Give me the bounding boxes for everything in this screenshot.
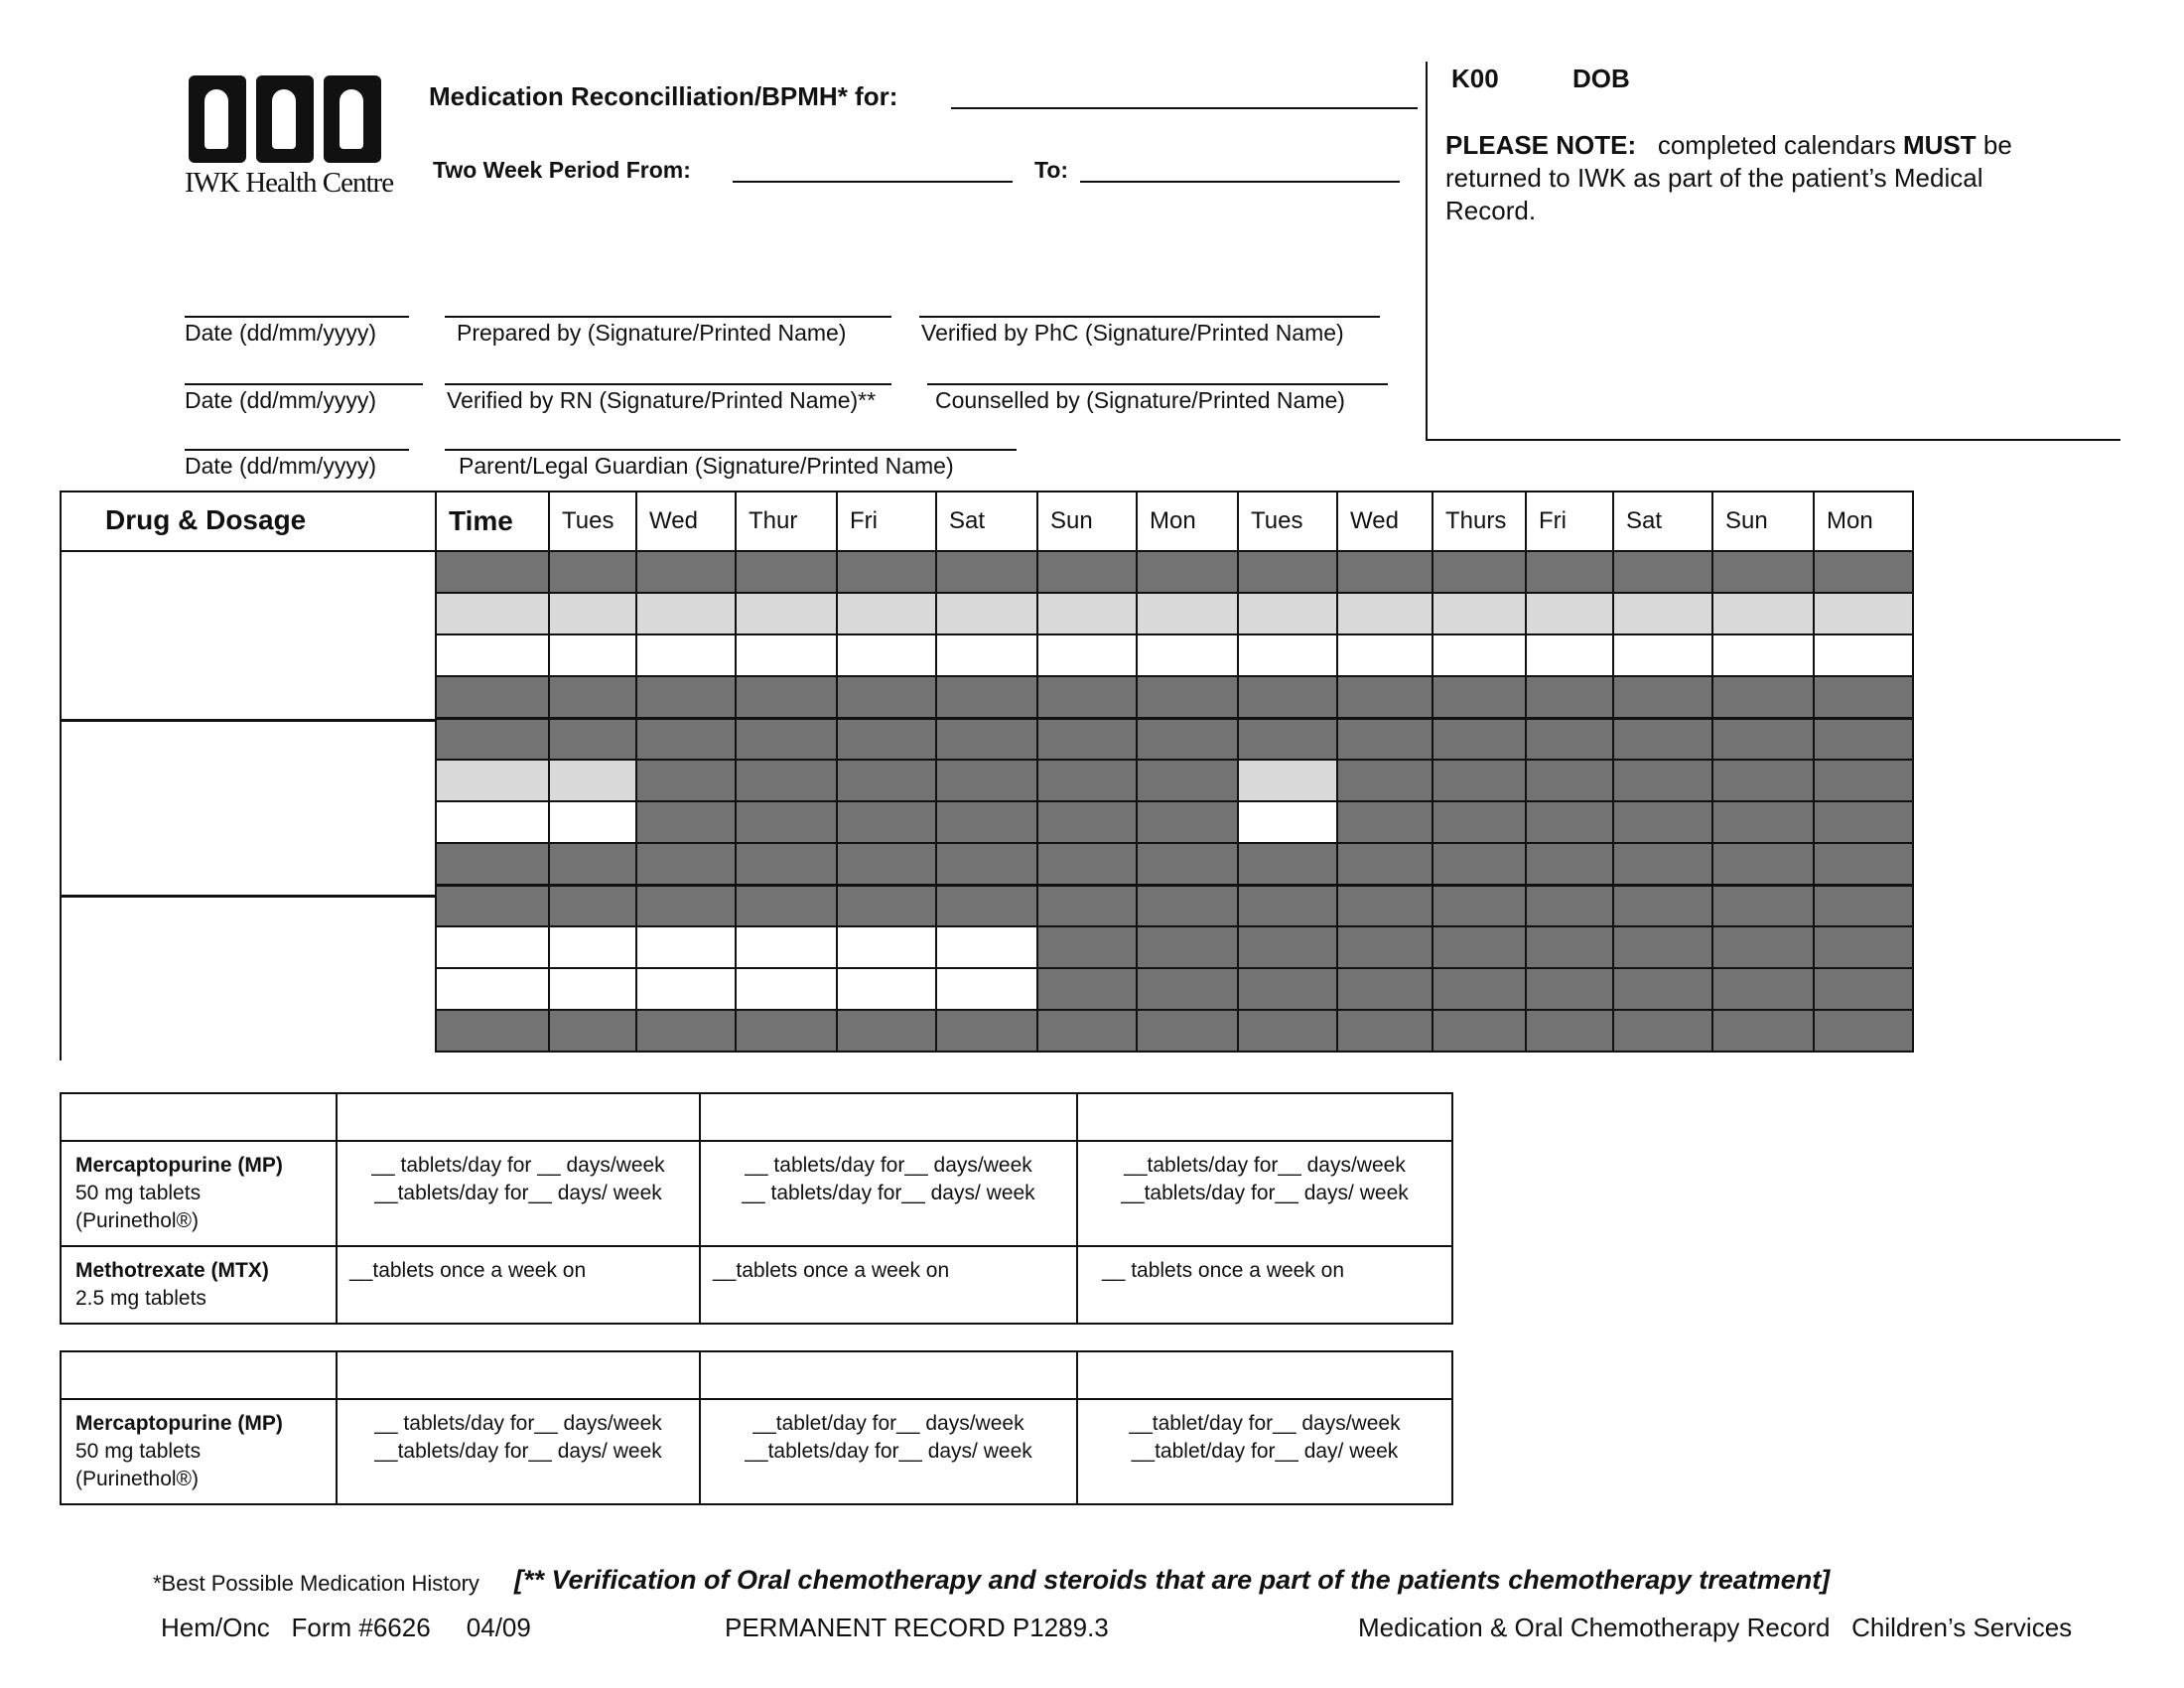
calendar-cell — [549, 843, 636, 885]
calendar-cell[interactable] — [436, 593, 549, 634]
calendar-cell — [1613, 801, 1712, 843]
table-row — [61, 1141, 1452, 1246]
calendar-cell — [636, 551, 736, 593]
day-header: Tues — [1238, 492, 1337, 551]
calendar-cell — [1433, 968, 1526, 1010]
date-label-2: Date (dd/mm/yyyy) — [185, 387, 376, 413]
calendar-cell — [1238, 885, 1337, 926]
calendar-cell — [1814, 885, 1913, 926]
date-label-1: Date (dd/mm/yyyy) — [185, 320, 376, 346]
prepared-by-field[interactable] — [445, 316, 891, 318]
calendar-cell[interactable] — [1526, 593, 1613, 634]
logo-name: IWK Health Centre — [185, 167, 394, 199]
calendar-cell — [1337, 926, 1433, 968]
day-header: Sat — [936, 492, 1037, 551]
table-row — [436, 634, 1913, 676]
dose-table-2-header-cell[interactable] — [1077, 1351, 1452, 1399]
calendar-cell — [1712, 1010, 1814, 1052]
permanent-record: PERMANENT RECORD P1289.3 — [725, 1613, 1109, 1642]
calendar-cell — [1137, 968, 1238, 1010]
calendar-cell — [1137, 885, 1238, 926]
calendar-cell — [736, 843, 837, 885]
guardian-label: Parent/Legal Guardian (Signature/Printed Name) — [459, 453, 954, 479]
calendar-cell — [1613, 885, 1712, 926]
calendar-cell — [936, 676, 1037, 718]
dose-table-2 — [60, 1350, 1453, 1505]
patient-info-box-bottom — [1426, 439, 2120, 441]
table-row — [61, 1399, 1452, 1504]
calendar-cell — [837, 1010, 936, 1052]
calendar-cell — [549, 551, 636, 593]
calendar-cell — [936, 885, 1037, 926]
calendar-cell — [1137, 676, 1238, 718]
calendar-cell — [1613, 718, 1712, 760]
medication-calendar — [435, 491, 1914, 1053]
date-field-2[interactable] — [185, 383, 423, 385]
calendar-cell — [1037, 843, 1137, 885]
calendar-cell — [636, 676, 736, 718]
date-field-1[interactable] — [185, 316, 409, 318]
calendar-cell — [1238, 968, 1337, 1010]
calendar-cell[interactable] — [1526, 634, 1613, 676]
calendar-cell — [1613, 926, 1712, 968]
calendar-cell[interactable] — [1337, 634, 1433, 676]
calendar-cell — [436, 551, 549, 593]
calendar-cell — [1613, 676, 1712, 718]
please-note-text-2: be — [1982, 130, 2012, 160]
table-row — [436, 718, 1913, 760]
dose-cell[interactable]: __tablets once a week on — [700, 1246, 1077, 1324]
calendar-cell[interactable] — [636, 634, 736, 676]
calendar-cell[interactable] — [549, 926, 636, 968]
verified-phc-label: Verified by PhC (Signature/Printed Name) — [921, 320, 1344, 346]
date-label-3: Date (dd/mm/yyyy) — [185, 453, 376, 479]
calendar-cell[interactable] — [1137, 634, 1238, 676]
calendar-cell — [1613, 1010, 1712, 1052]
calendar-cell — [1337, 843, 1433, 885]
calendar-cell — [1814, 676, 1913, 718]
calendar-cell — [936, 551, 1037, 593]
calendar-cell — [1037, 551, 1137, 593]
calendar-cell — [1613, 760, 1712, 801]
form-title: Medication Reconcilliation/BPMH* for: — [429, 81, 898, 111]
day-header: Sun — [1712, 492, 1814, 551]
verified-phc-field[interactable] — [919, 316, 1380, 318]
calendar-cell[interactable] — [837, 926, 936, 968]
please-note-label: PLEASE NOTE: — [1445, 130, 1637, 160]
calendar-cell[interactable] — [549, 634, 636, 676]
calendar-cell — [1712, 718, 1814, 760]
table-row — [436, 593, 1913, 634]
calendar-cell — [1337, 760, 1433, 801]
drug-cell: Mercaptopurine (MP) 50 mg tablets (Purinethol®) — [61, 1141, 337, 1246]
calendar-cell — [1137, 843, 1238, 885]
dose-table-2-header-cell[interactable] — [700, 1351, 1077, 1399]
calendar-cell — [1433, 718, 1526, 760]
calendar-cell — [1037, 968, 1137, 1010]
calendar-cell — [1712, 968, 1814, 1010]
calendar-cell — [1433, 885, 1526, 926]
calendar-cell — [736, 801, 837, 843]
calendar-cell — [1337, 676, 1433, 718]
calendar-cell[interactable] — [736, 634, 837, 676]
drug-dosage-header: Drug & Dosage — [105, 504, 307, 535]
calendar-cell — [1238, 676, 1337, 718]
calendar-cell — [1526, 1010, 1613, 1052]
calendar-cell — [1814, 1010, 1913, 1052]
calendar-cell — [736, 676, 837, 718]
calendar-cell — [1238, 551, 1337, 593]
calendar-cell[interactable] — [1613, 593, 1712, 634]
calendar-cell — [1037, 760, 1137, 801]
calendar-cell — [549, 885, 636, 926]
calendar-cell — [1337, 801, 1433, 843]
bpmh-note: *Best Possible Medication History — [153, 1571, 479, 1596]
calendar-cell — [1137, 1010, 1238, 1052]
table-row — [436, 676, 1913, 718]
counselled-by-field[interactable] — [927, 383, 1388, 385]
calendar-cell[interactable] — [1037, 634, 1137, 676]
verified-rn-field[interactable] — [445, 383, 891, 385]
dose-cell[interactable]: __tablet/day for__ days/week __tablets/day for__ days/ week — [700, 1399, 1077, 1504]
calendar-cell — [936, 801, 1037, 843]
calendar-cell — [936, 1010, 1037, 1052]
calendar-cell — [636, 843, 736, 885]
calendar-cell — [837, 760, 936, 801]
day-header: Thurs — [1433, 492, 1526, 551]
calendar-cell — [1814, 926, 1913, 968]
dob-label: DOB — [1572, 64, 1630, 93]
please-note — [1445, 129, 2120, 227]
calendar-cell — [936, 843, 1037, 885]
calendar-cell — [736, 551, 837, 593]
calendar-cell[interactable] — [1238, 634, 1337, 676]
table-row — [436, 885, 1913, 926]
day-header: Thur — [736, 492, 837, 551]
calendar-cell[interactable] — [837, 968, 936, 1010]
calendar-cell — [1814, 801, 1913, 843]
day-header: Mon — [1814, 492, 1913, 551]
calendar-cell — [436, 718, 549, 760]
period-from-label: Two Week Period From: — [433, 157, 691, 183]
dose-table-1-header-cell[interactable] — [337, 1093, 700, 1141]
calendar-cell — [1337, 1010, 1433, 1052]
calendar-cell — [1037, 926, 1137, 968]
dose-cell[interactable]: __ tablets once a week on — [1077, 1246, 1452, 1324]
drug-entry-3[interactable] — [60, 898, 435, 1060]
iwk-logo — [185, 75, 393, 199]
calendar-cell — [1137, 926, 1238, 968]
calendar-cell — [436, 885, 549, 926]
calendar-cell[interactable] — [936, 634, 1037, 676]
calendar-cell — [1433, 551, 1526, 593]
calendar-cell — [549, 1010, 636, 1052]
table-row — [61, 1246, 1452, 1324]
drug-entry-2[interactable] — [60, 722, 435, 898]
date-field-3[interactable] — [185, 449, 409, 451]
calendar-cell — [1814, 968, 1913, 1010]
calendar-cell — [837, 885, 936, 926]
calendar-cell[interactable] — [1433, 593, 1526, 634]
day-header: Wed — [1337, 492, 1433, 551]
counselled-by-label: Counselled by (Signature/Printed Name) — [935, 387, 1345, 413]
calendar-cell — [1037, 1010, 1137, 1052]
day-header: Mon — [1137, 492, 1238, 551]
calendar-cell — [636, 885, 736, 926]
calendar-cell — [1526, 551, 1613, 593]
time-header: Time — [436, 492, 549, 551]
calendar-cell — [436, 676, 549, 718]
k-number-label: K00 — [1451, 64, 1499, 93]
drug-entry-1[interactable] — [60, 548, 435, 722]
calendar-cell[interactable] — [837, 634, 936, 676]
calendar-cell — [1137, 551, 1238, 593]
table-row — [436, 760, 1913, 801]
calendar-cell[interactable] — [1238, 593, 1337, 634]
calendar-cell[interactable] — [1238, 760, 1337, 801]
calendar-cell — [1712, 676, 1814, 718]
table-row — [436, 926, 1913, 968]
calendar-cell — [1526, 801, 1613, 843]
dose-table-1 — [60, 1092, 1453, 1325]
calendar-cell — [1526, 760, 1613, 801]
calendar-cell[interactable] — [436, 926, 549, 968]
calendar-cell — [1712, 843, 1814, 885]
calendar-cell — [1238, 843, 1337, 885]
day-header: Sun — [1037, 492, 1137, 551]
calendar-cell — [1037, 801, 1137, 843]
calendar-cell — [837, 843, 936, 885]
calendar-cell — [1337, 551, 1433, 593]
calendar-cell — [1433, 843, 1526, 885]
calendar-cell — [837, 676, 936, 718]
calendar-cell — [636, 760, 736, 801]
dose-cell[interactable]: __tablets/day for__ days/week __tablets/day for__ days/ week — [1077, 1141, 1452, 1246]
calendar-cell[interactable] — [636, 593, 736, 634]
calendar-cell[interactable] — [436, 634, 549, 676]
calendar-cell — [736, 760, 837, 801]
period-to-field[interactable] — [1080, 181, 1400, 183]
calendar-cell[interactable] — [1613, 634, 1712, 676]
calendar-cell[interactable] — [1712, 593, 1814, 634]
calendar-cell — [736, 1010, 837, 1052]
calendar-cell — [936, 760, 1037, 801]
table-row — [436, 843, 1913, 885]
calendar-cell — [1433, 676, 1526, 718]
calendar-cell — [1238, 718, 1337, 760]
calendar-cell[interactable] — [1814, 634, 1913, 676]
calendar-cell — [1137, 718, 1238, 760]
calendar-cell[interactable] — [736, 593, 837, 634]
day-header: Fri — [1526, 492, 1613, 551]
drug-cell: Methotrexate (MTX) 2.5 mg tablets — [61, 1246, 337, 1324]
table-row — [436, 801, 1913, 843]
calendar-cell — [1613, 551, 1712, 593]
calendar-cell — [636, 718, 736, 760]
calendar-cell — [636, 1010, 736, 1052]
dose-cell[interactable]: __ tablets/day for__ days/week __ tablets/day for__ days/ week — [700, 1141, 1077, 1246]
calendar-cell — [736, 885, 837, 926]
calendar-cell[interactable] — [636, 926, 736, 968]
calendar-cell[interactable] — [736, 926, 837, 968]
prepared-by-label: Prepared by (Signature/Printed Name) — [457, 320, 847, 346]
calendar-cell — [1526, 926, 1613, 968]
period-from-field[interactable] — [733, 181, 1013, 183]
calendar-cell — [1814, 843, 1913, 885]
calendar-cell[interactable] — [1433, 634, 1526, 676]
calendar-cell — [837, 718, 936, 760]
day-header: Sat — [1613, 492, 1712, 551]
calendar-cell — [1712, 885, 1814, 926]
calendar-cell — [1433, 760, 1526, 801]
calendar-cell — [1712, 926, 1814, 968]
calendar-cell[interactable] — [549, 760, 636, 801]
calendar-cell — [1526, 676, 1613, 718]
calendar-cell — [436, 843, 549, 885]
patient-info-box-border — [1426, 62, 1428, 439]
calendar-cell — [1526, 843, 1613, 885]
calendar-cell — [1037, 718, 1137, 760]
calendar-cell — [436, 1010, 549, 1052]
calendar-cell[interactable] — [936, 593, 1037, 634]
calendar-cell[interactable] — [1037, 593, 1137, 634]
drug-cell: Mercaptopurine (MP) 50 mg tablets (Purinethol®) — [61, 1399, 337, 1504]
dose-cell[interactable]: __ tablets/day for__ days/week __tablets/day for__ days/ week — [337, 1399, 700, 1504]
period-to-label: To: — [1034, 157, 1069, 183]
please-note-line-3: Record. — [1445, 196, 1537, 225]
calendar-cell[interactable] — [1337, 593, 1433, 634]
drug-dosage-column — [60, 491, 435, 1060]
calendar-cell[interactable] — [436, 801, 549, 843]
calendar-cell[interactable] — [936, 968, 1037, 1010]
dose-cell[interactable]: __ tablets/day for __ days/week __tablets/day for__ days/ week — [337, 1141, 700, 1246]
calendar-cell — [837, 551, 936, 593]
guardian-field[interactable] — [445, 449, 1017, 451]
calendar-cell — [736, 718, 837, 760]
calendar-cell — [1526, 885, 1613, 926]
dose-table-1-header-cell[interactable] — [1077, 1093, 1452, 1141]
calendar-cell — [1526, 968, 1613, 1010]
calendar-cell[interactable] — [436, 760, 549, 801]
please-note-must: MUST — [1903, 130, 1977, 160]
calendar-cell[interactable] — [436, 968, 549, 1010]
calendar-cell[interactable] — [1814, 593, 1913, 634]
day-header: Fri — [837, 492, 936, 551]
calendar-cell — [1238, 926, 1337, 968]
calendar-cell — [636, 801, 736, 843]
calendar-cell — [1337, 718, 1433, 760]
calendar-cell — [1337, 885, 1433, 926]
day-header: Wed — [636, 492, 736, 551]
calendar-cell[interactable] — [736, 968, 837, 1010]
calendar-cell[interactable] — [837, 593, 936, 634]
calendar-cell — [1814, 718, 1913, 760]
table-row — [436, 1010, 1913, 1052]
calendar-cell — [837, 801, 936, 843]
patient-name-field[interactable] — [951, 107, 1418, 109]
calendar-cell[interactable] — [1712, 634, 1814, 676]
calendar-cell — [1712, 551, 1814, 593]
calendar-cell[interactable] — [1137, 593, 1238, 634]
calendar-cell — [936, 718, 1037, 760]
calendar-cell[interactable] — [1238, 801, 1337, 843]
dose-cell[interactable]: __tablets once a week on — [337, 1246, 700, 1324]
calendar-cell[interactable] — [936, 926, 1037, 968]
please-note-text: completed calendars — [1657, 130, 1896, 160]
calendar-cell — [1137, 760, 1238, 801]
table-row — [436, 551, 1913, 593]
dose-table-1-header-cell[interactable] — [700, 1093, 1077, 1141]
calendar-cell — [1238, 1010, 1337, 1052]
calendar-cell — [1814, 551, 1913, 593]
calendar-cell — [1433, 926, 1526, 968]
day-header: Tues — [549, 492, 636, 551]
calendar-cell — [1814, 760, 1913, 801]
calendar-cell — [1137, 801, 1238, 843]
please-note-line-2: returned to IWK as part of the patient’s Medical — [1445, 163, 1983, 193]
verification-note: [** Verification of Oral chemotherapy and steroids that are part of the patients chemotherapy treatment] — [514, 1565, 1831, 1595]
calendar-cell — [549, 676, 636, 718]
form-id: Hem/Onc Form #6626 04/09 — [161, 1613, 531, 1642]
table-row — [436, 968, 1913, 1010]
dose-table-2-header-cell[interactable] — [61, 1351, 337, 1399]
calendar-cell[interactable] — [549, 968, 636, 1010]
dose-table-2-header-cell[interactable] — [337, 1351, 700, 1399]
calendar-cell — [1613, 968, 1712, 1010]
calendar-cell — [1526, 718, 1613, 760]
calendar-cell[interactable] — [549, 801, 636, 843]
calendar-cell — [1712, 801, 1814, 843]
verified-rn-label: Verified by RN (Signature/Printed Name)** — [447, 387, 877, 413]
record-title: Medication & Oral Chemotherapy Record Children’s Services — [1358, 1613, 2073, 1642]
dose-table-1-header-cell[interactable] — [61, 1093, 337, 1141]
calendar-cell — [1712, 760, 1814, 801]
calendar-cell — [1037, 676, 1137, 718]
calendar-cell[interactable] — [549, 593, 636, 634]
calendar-cell[interactable] — [636, 968, 736, 1010]
calendar-cell — [1337, 968, 1433, 1010]
logo-figures-icon — [189, 75, 387, 165]
calendar-cell — [1037, 885, 1137, 926]
calendar-cell — [1433, 1010, 1526, 1052]
calendar-cell — [1433, 801, 1526, 843]
calendar-cell — [549, 718, 636, 760]
calendar-cell — [1613, 843, 1712, 885]
dose-cell[interactable]: __tablet/day for__ days/week __tablet/day for__ day/ week — [1077, 1399, 1452, 1504]
